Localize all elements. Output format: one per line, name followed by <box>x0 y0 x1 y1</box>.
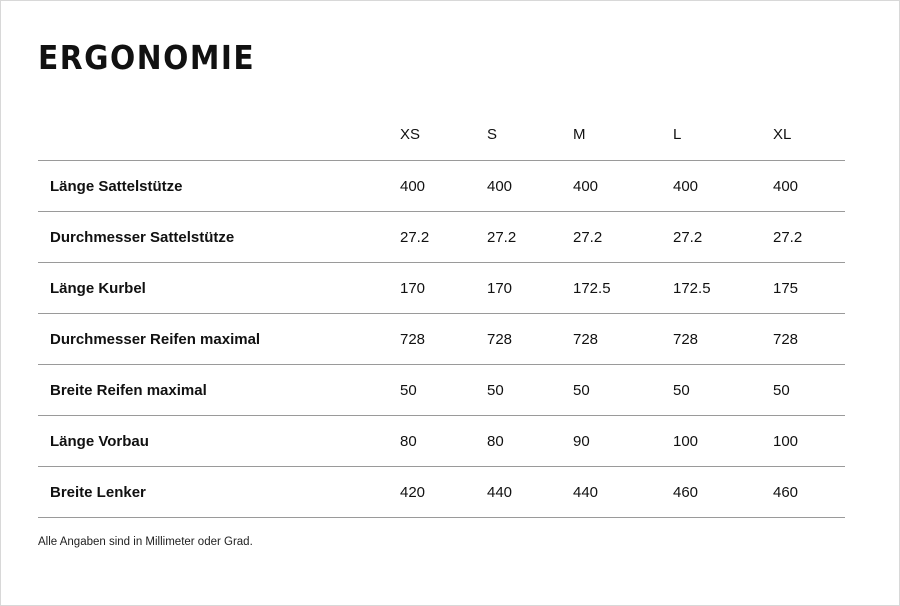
table-cell: 50 <box>400 365 487 416</box>
table-cell: 420 <box>400 467 487 518</box>
table-cell: 50 <box>773 365 845 416</box>
table-cell: 400 <box>400 161 487 212</box>
row-label: Länge Vorbau <box>38 416 400 467</box>
table-row <box>38 263 845 314</box>
table-cell: 728 <box>573 314 673 365</box>
ergonomics-table <box>38 109 845 518</box>
table-cell: 50 <box>487 365 573 416</box>
table-row <box>38 314 845 365</box>
table-cell: 728 <box>487 314 573 365</box>
table-cell: 27.2 <box>673 212 773 263</box>
table-cell: 170 <box>400 263 487 314</box>
table-cell: 175 <box>773 263 845 314</box>
row-label: Länge Kurbel <box>38 263 400 314</box>
table-row <box>38 161 845 212</box>
row-label: Länge Sattelstütze <box>38 161 400 212</box>
table-cell: 440 <box>573 467 673 518</box>
row-label: Durchmesser Sattelstütze <box>38 212 400 263</box>
units-footnote: Alle Angaben sind in Millimeter oder Grad. <box>38 536 253 548</box>
row-label: Breite Reifen maximal <box>38 365 400 416</box>
table-cell: 170 <box>487 263 573 314</box>
table-cell: 50 <box>573 365 673 416</box>
table-cell: 50 <box>673 365 773 416</box>
header-size-s: S <box>487 109 573 161</box>
table-cell: 460 <box>773 467 845 518</box>
table-header-row <box>38 109 845 161</box>
table-cell: 100 <box>773 416 845 467</box>
table-row <box>38 467 845 518</box>
table-cell: 27.2 <box>573 212 673 263</box>
table-cell: 728 <box>400 314 487 365</box>
table-row <box>38 416 845 467</box>
table-cell: 27.2 <box>487 212 573 263</box>
header-size-xl: XL <box>773 109 845 161</box>
table-cell: 100 <box>673 416 773 467</box>
table-cell: 172.5 <box>573 263 673 314</box>
table-row <box>38 365 845 416</box>
table-cell: 80 <box>400 416 487 467</box>
table-cell: 400 <box>673 161 773 212</box>
table-cell: 400 <box>573 161 673 212</box>
table-cell: 400 <box>773 161 845 212</box>
table-cell: 27.2 <box>400 212 487 263</box>
table-cell: 440 <box>487 467 573 518</box>
page-title: ERGONOMIE <box>38 38 256 77</box>
table-cell: 80 <box>487 416 573 467</box>
table-cell: 460 <box>673 467 773 518</box>
header-size-m: M <box>573 109 673 161</box>
table-cell: 90 <box>573 416 673 467</box>
table-cell: 400 <box>487 161 573 212</box>
row-label: Durchmesser Reifen maximal <box>38 314 400 365</box>
table-row <box>38 212 845 263</box>
header-size-xs: XS <box>400 109 487 161</box>
row-label: Breite Lenker <box>38 467 400 518</box>
table-cell: 27.2 <box>773 212 845 263</box>
header-label-spacer <box>38 109 400 161</box>
table-cell: 172.5 <box>673 263 773 314</box>
table-cell: 728 <box>773 314 845 365</box>
table-cell: 728 <box>673 314 773 365</box>
header-size-l: L <box>673 109 773 161</box>
